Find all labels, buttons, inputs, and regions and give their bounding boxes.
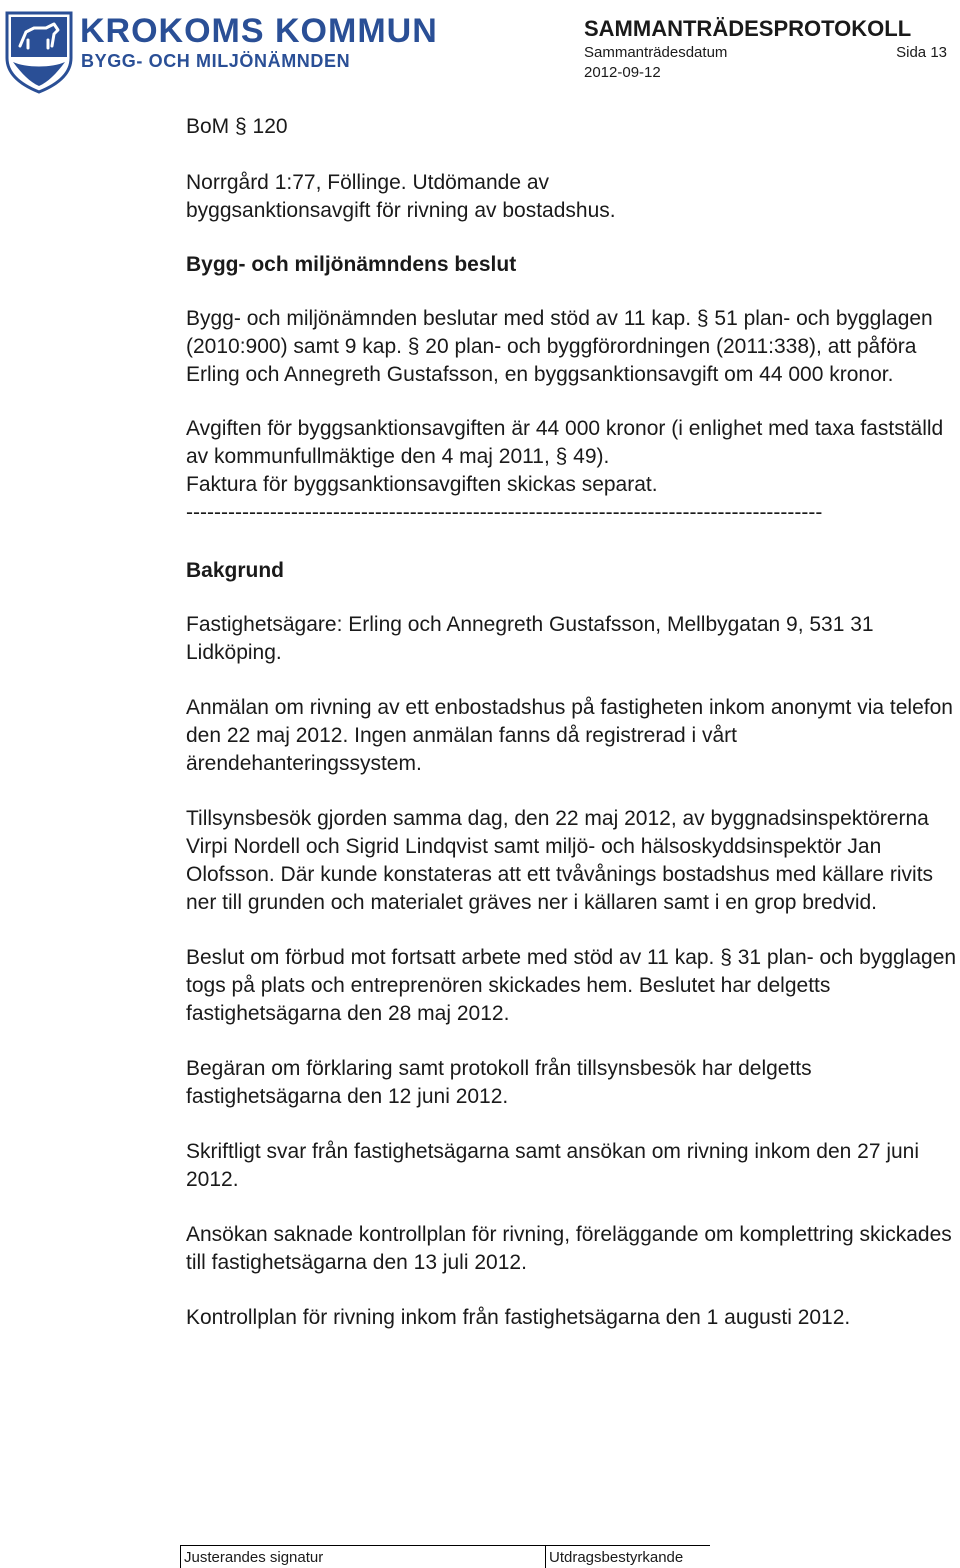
section-separator: ------------------------------------------------------------------------------------------- — [186, 501, 823, 524]
case-title-line-1: Norrgård 1:77, Föllinge. Utdömande av — [186, 171, 550, 194]
background-paragraph: Skriftligt svar från fastighetsägarna samt ansökan om rivning inkom den 27 juni 2012. — [186, 1140, 920, 1191]
footer-divider — [180, 1545, 181, 1568]
meeting-date: 2012-09-12 — [584, 64, 661, 81]
invoice-paragraph: Faktura för byggsanktionsavgiften skickas separat. — [186, 473, 658, 496]
protocol-body — [186, 113, 958, 1359]
case-number: BoM § 120 — [186, 115, 288, 138]
case-title — [186, 169, 958, 225]
decision-paragraph: Bygg- och miljönämnden beslutar med stöd av 11 kap. § 51 plan- och bygglagen (2010:900) samt 9 kap. § 20 plan- och byggförordningen (2011:338), att påföra Erling och Annegreth Gustafsson, en byggsanktionsavgift om 44 000 kronor. — [186, 307, 933, 386]
background-paragraph: Tillsynsbesök gjorden samma dag, den 22 maj 2012, av byggnadsinspektörerna Virpi Nordell och Sigrid Lindqvist samt miljö- och hälsoskyddsinspektör Jan Olofsson. Där kunde konstateras att ett tvåvånings bostadshus med källare rivits ner till grunden och materialet gräves ner i källaren samt i en grop bredvid. — [186, 807, 934, 914]
logo-title: KROKOMS KOMMUN — [80, 12, 438, 50]
case-title-line-2: byggsanktionsavgift för rivning av bostadshus. — [186, 199, 616, 222]
decision-heading: Bygg- och miljönämndens beslut — [186, 253, 517, 276]
background-paragraph: Anmälan om rivning av ett enbostadshus på fastigheten inkom anonymt via telefon den 22 maj 2012. Ingen anmälan fanns då registrerad i vårt ärendehanteringssystem. — [186, 696, 953, 775]
signature-field-label: Justerandes signatur — [184, 1549, 324, 1566]
footer-divider — [545, 1545, 546, 1568]
page-number: Sida 13 — [896, 44, 947, 61]
extract-certification-label: Utdragsbestyrkande — [549, 1549, 684, 1566]
background-heading: Bakgrund — [186, 559, 285, 582]
meeting-date-label: Sammanträdesdatum — [584, 44, 728, 61]
background-paragraph: Fastighetsägare: Erling och Annegreth Gustafsson, Mellbygatan 9, 531 31 Lidköping. — [186, 613, 874, 664]
logo-subtitle: BYGG- OCH MILJÖNÄMNDEN — [81, 51, 351, 71]
background-paragraph: Kontrollplan för rivning inkom från fastighetsägarna den 1 augusti 2012. — [186, 1306, 851, 1329]
background-paragraph: Begäran om förklaring samt protokoll från tillsynsbesök har delgetts fastighetsägarna den 12 juni 2012. — [186, 1057, 812, 1108]
fee-paragraph: Avgiften för byggsanktionsavgiften är 44 000 kronor (i enlighet med taxa fastställd av kommunfullmäktige den 4 maj 2011, § 49). — [186, 417, 944, 468]
background-paragraph: Ansökan saknade kontrollplan för rivning, föreläggande om komplettring skickades till fastighetsägarna den 13 juli 2012. — [186, 1223, 952, 1274]
document-type-title: SAMMANTRÄDESPROTOKOLL — [584, 16, 912, 41]
municipality-crest-logo — [4, 10, 74, 94]
footer-rule — [180, 1545, 710, 1546]
background-paragraph: Beslut om förbud mot fortsatt arbete med stöd av 11 kap. § 31 plan- och bygglagen togs på plats och entreprenören skickades hem. Beslutet har delgetts fastighetsägarna den 28 maj 2012. — [186, 946, 957, 1025]
